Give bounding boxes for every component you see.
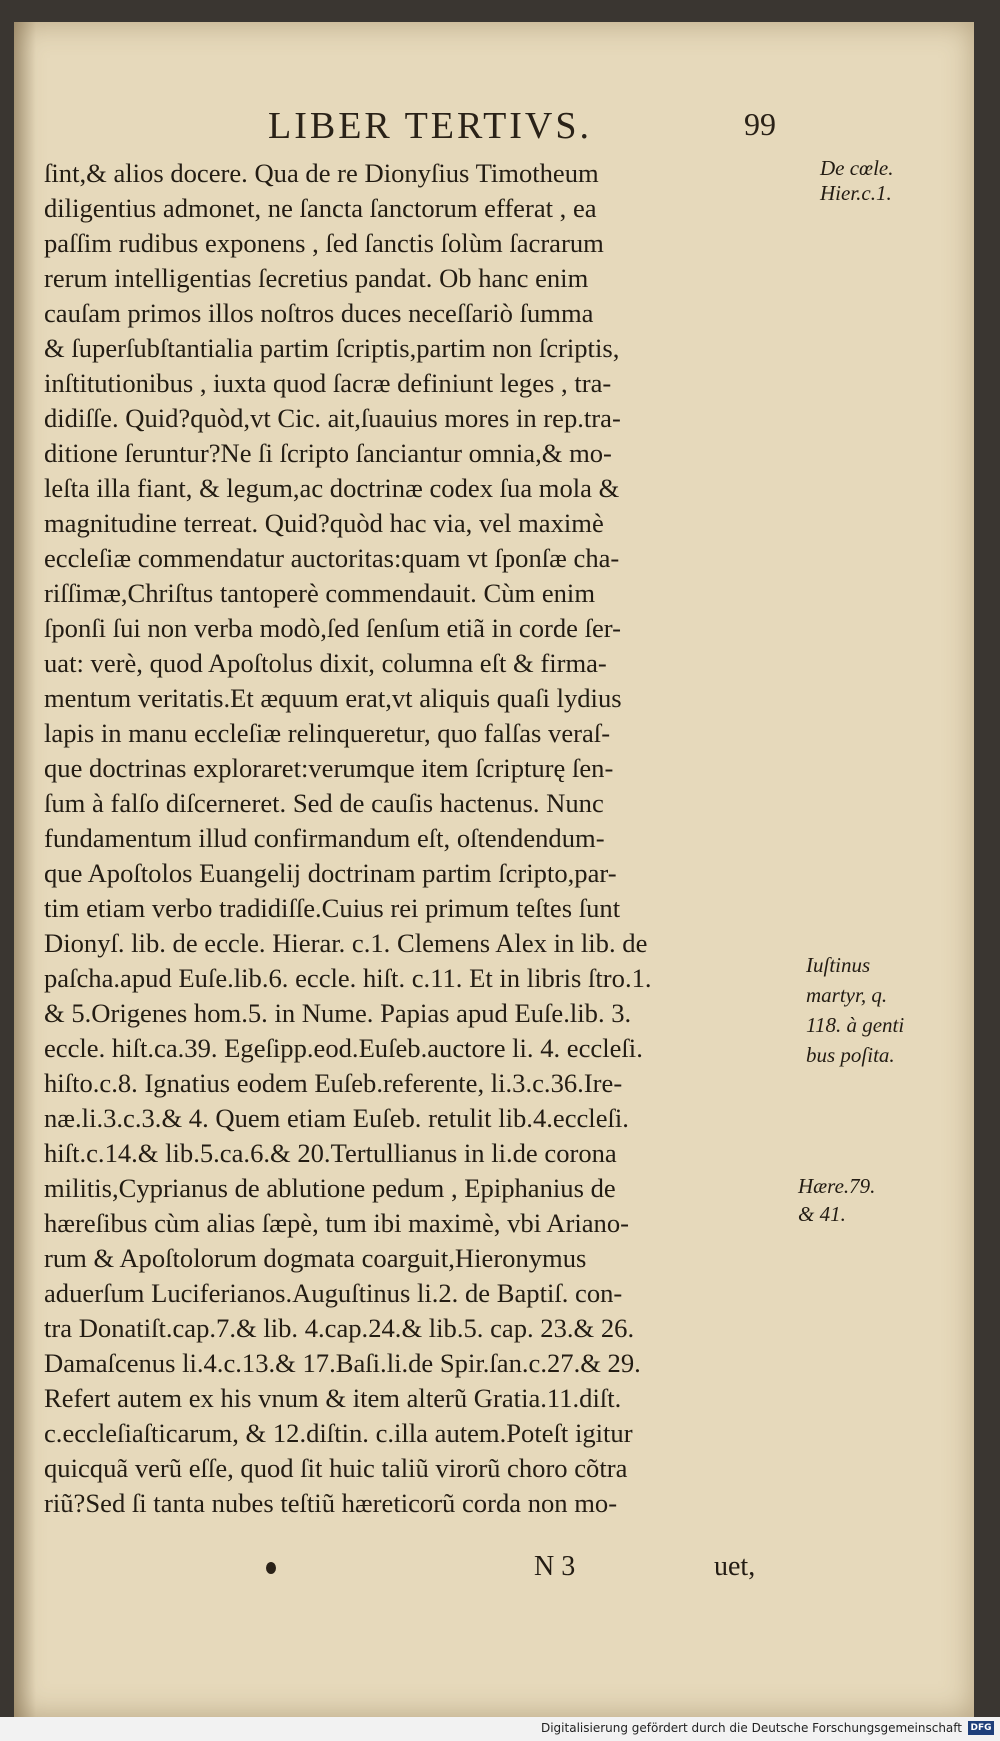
text-line: eccleſiæ commendatur auctoritas:quam vt ſponſæ cha-	[44, 543, 620, 573]
text-line: quicquã verũ eſſe, quod ſit huic taliũ virorũ choro cõtra	[44, 1453, 628, 1483]
text-line: Damaſcenus li.4.c.13.& 17.Baſi.li.de Spir.ſan.c.27.& 29.	[44, 1348, 641, 1378]
text-line: rum & Apoſtolorum dogmata coarguit,Hieronymus	[44, 1243, 587, 1273]
text-line: didiſſe. Quid?quòd,vt Cic. ait,ſuauius mores in rep.tra-	[44, 403, 621, 433]
margin-note-iustinus	[806, 950, 904, 1070]
text-line: paſſim rudibus exponens , ſed ſanctis ſolùm ſacrarum	[44, 228, 604, 258]
text-line: aduerſum Luciferianos.Auguſtinus li.2. de Baptiſ. con-	[44, 1278, 623, 1308]
text-line: rerum intelligentias ſecretius pandat. Ob hanc enim	[44, 263, 589, 293]
running-head	[14, 104, 974, 154]
text-line: diligentius admonet, ne ſancta ſanctorum efferat , ea	[44, 193, 597, 223]
text-line: lapis in manu eccleſiæ relinqueretur, quo falſas veraſ-	[44, 718, 611, 748]
folio-number: 99	[744, 106, 776, 142]
footer-bar	[0, 1717, 1000, 1741]
text-line: Dionyſ. lib. de eccle. Hierar. c.1. Clemens Alex in lib. de	[44, 928, 648, 958]
text-line: que doctrinas exploraret:verumque item ſcripturę ſen-	[44, 753, 614, 783]
text-line: tra Donatiſt.cap.7.& lib. 4.cap.24.& lib.5. cap. 23.& 26.	[44, 1313, 635, 1343]
signature-mark: N 3	[534, 1551, 576, 1582]
text-line: & ſuperſubſtantialia partim ſcriptis,partim non ſcriptis,	[44, 333, 620, 363]
running-head-title: LIBER TERTIVS.	[268, 105, 593, 147]
text-line: c.eccleſiaſticarum, & 12.diſtin. c.illa autem.Poteſt igitur	[44, 1418, 633, 1448]
text-line: næ.li.3.c.3.& 4. Quem etiam Euſeb. retulit lib.4.eccleſi.	[44, 1103, 629, 1133]
margin-note-line: bus poſita.	[806, 1043, 895, 1067]
margin-note-de-coele	[820, 156, 893, 206]
margin-note-line: Iuſtinus	[806, 953, 871, 977]
body-text	[44, 156, 819, 1521]
text-line: & 5.Origenes hom.5. in Nume. Papias apud Euſe.lib. 3.	[44, 998, 632, 1028]
text-line: ditione ſeruntur?Ne ſi ſcripto ſanciantur omnia,& mo-	[44, 438, 612, 468]
text-line: leſta illa fiant, & legum,ac doctrinæ codex ſua mola &	[44, 473, 620, 503]
text-line: cauſam primos illos noſtros duces neceſſariò ſumma	[44, 298, 594, 328]
text-line: magnitudine terreat. Quid?quòd hac via, vel maximè	[44, 508, 604, 538]
text-line: ſint,& alios docere. Qua de re Dionyſius Timotheum	[44, 158, 599, 188]
book-page	[14, 22, 974, 1717]
text-line: militis,Cyprianus de ablutione pedum , Epiphanius de	[44, 1173, 616, 1203]
text-line: ſum à falſo diſcerneret. Sed de cauſis hactenus. Nunc	[44, 788, 604, 818]
margin-note-line: 118. à genti	[806, 1013, 905, 1037]
text-line: riſſimæ,Chriſtus tantoperè commendauit. Cùm enim	[44, 578, 596, 608]
text-line: eccle. hiſt.ca.39. Egeſipp.eod.Euſeb.auctore li. 4. eccleſi.	[44, 1033, 643, 1063]
text-line: inſtitutionibus , iuxta quod ſacræ definiunt leges , tra-	[44, 368, 612, 398]
margin-note-line: & 41.	[798, 1202, 846, 1226]
margin-note-line: Hier.c.1.	[820, 181, 892, 205]
catchword: uet,	[714, 1551, 756, 1582]
text-line: Refert autem ex his vnum & item alterũ Gratia.11.diſt.	[44, 1383, 622, 1413]
text-line: paſcha.apud Euſe.lib.6. eccle. hiſt. c.11. Et in libris ſtro.1.	[44, 963, 652, 993]
footer-credit: Digitalisierung gefördert durch die Deutsche Forschungsgemeinschaft	[540, 1721, 962, 1735]
text-line: tim etiam verbo tradidiſſe.Cuius rei primum teſtes ſunt	[44, 893, 621, 923]
text-line: mentum veritatis.Et æquum erat,vt aliquis quaſi lydius	[44, 683, 622, 713]
text-line: que Apoſtolos Euangelij doctrinam partim ſcripto,par-	[44, 858, 617, 888]
ink-mark	[266, 1562, 276, 1574]
text-line: uat: verè, quod Apoſtolus dixit, columna eſt & firma-	[44, 648, 607, 678]
margin-note-line: Hære.79.	[798, 1174, 876, 1198]
margin-note-haere	[798, 1172, 875, 1228]
text-line: riũ?Sed ſi tanta nubes teſtiũ hæreticorũ corda non mo-	[44, 1488, 618, 1518]
text-line: hæreſibus cùm alias ſæpè, tum ibi maximè, vbi Ariano-	[44, 1208, 629, 1238]
margin-note-line: De cœle.	[820, 156, 894, 180]
text-line: ſponſi ſui non verba modò,ſed ſenſum etiã in corde ſer-	[44, 613, 621, 643]
text-line: hiſt.c.14.& lib.5.ca.6.& 20.Tertullianus in li.de corona	[44, 1138, 617, 1168]
dfg-logo-icon: DFG	[968, 1721, 994, 1735]
text-line: fundamentum illud confirmandum eſt, oſtendendum-	[44, 823, 605, 853]
text-line: hiſto.c.8. Ignatius eodem Euſeb.referente, li.3.c.36.Ire-	[44, 1068, 623, 1098]
margin-note-line: martyr, q.	[806, 983, 888, 1007]
